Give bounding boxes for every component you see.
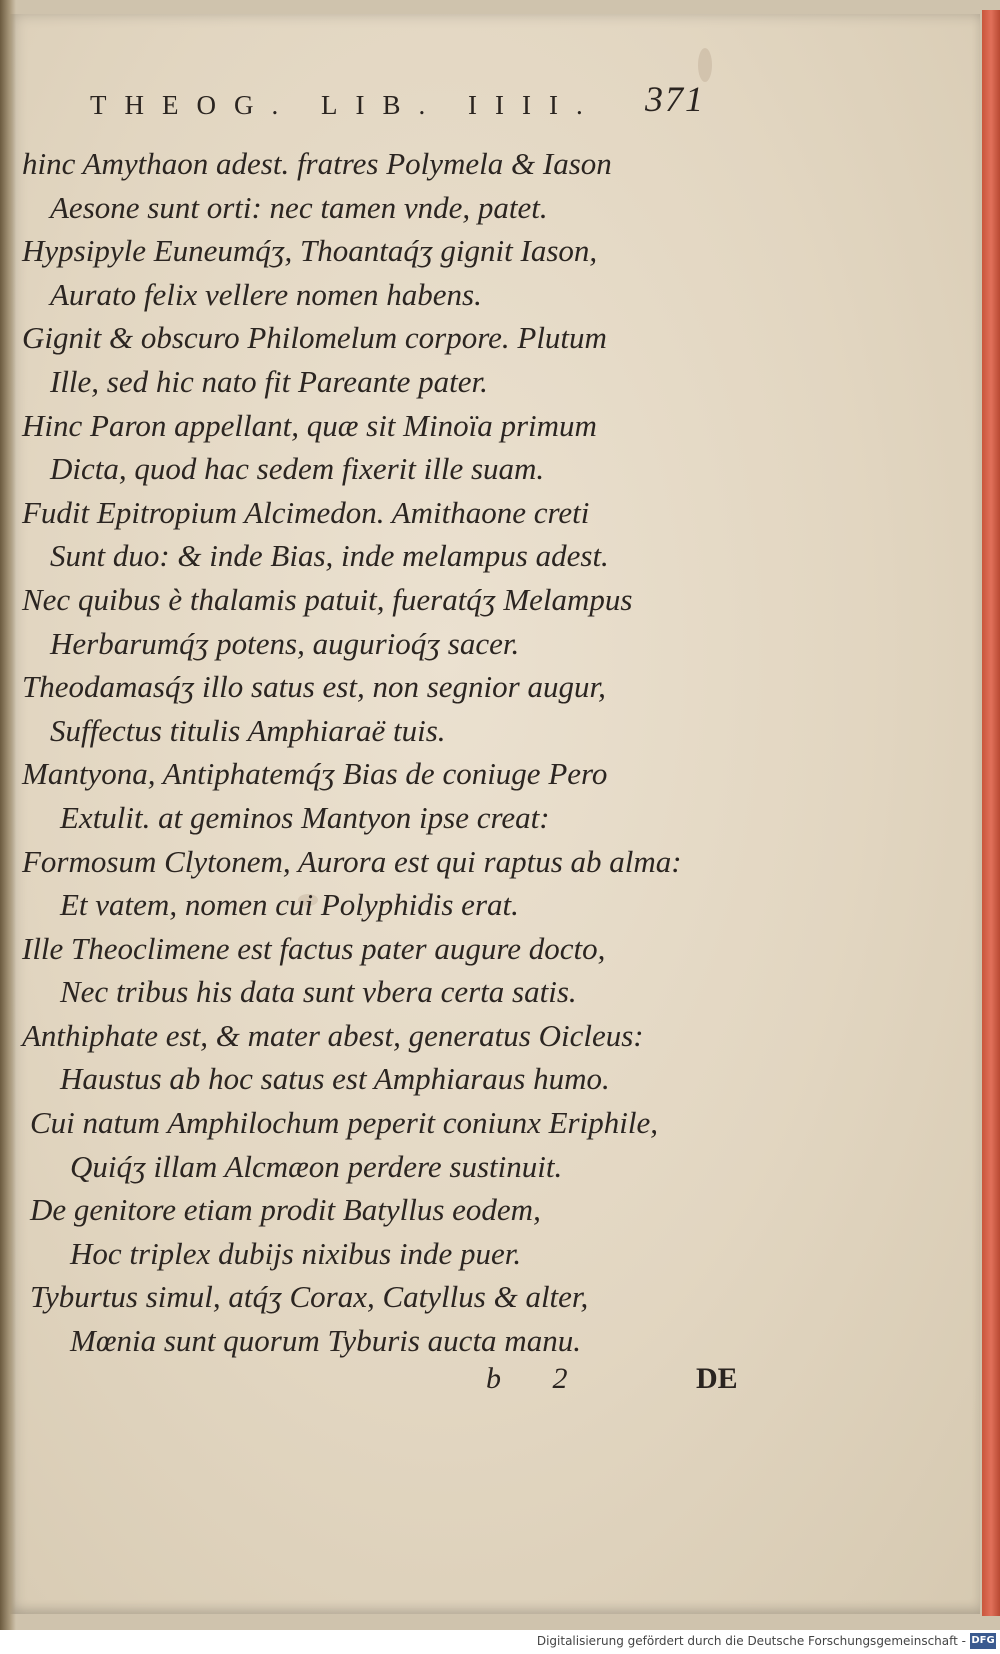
verse-line: De genitore etiam prodit Batyllus eodem, [30, 1192, 541, 1228]
catchword: DE [696, 1362, 738, 1395]
verse-line: Anthiphate est, & mater abest, generatus Oicleus: [22, 1017, 644, 1053]
verse-line: Dicta, quod hac sedem fixerit ille suam. [50, 451, 545, 487]
verse-line: Gignit & obscuro Philomelum corpore. Plutum [22, 320, 607, 356]
verse-line: Hinc Paron appellant, quæ sit Minoïa primum [22, 407, 597, 443]
dfg-logo: DFG [970, 1633, 996, 1649]
verse-line: Quiq́ʒ illam Alcmæon perdere sustinuit. [70, 1148, 563, 1184]
verse-line: Tyburtus simul, atq́ʒ Corax, Catyllus & alter, [30, 1279, 589, 1315]
verse-line: Theodamasq́ʒ illo satus est, non segnior augur, [22, 669, 606, 705]
verse-line: Extulit. at geminos Mantyon ipse creat: [60, 799, 550, 835]
book-page [8, 14, 980, 1614]
verse-line: Cui natum Amphilochum peperit coniunx Eriphile, [30, 1105, 658, 1141]
paper-stain [698, 48, 712, 82]
page-number: 371 [645, 79, 705, 119]
verse-line: Nec tribus his data sunt vbera certa satis. [60, 974, 577, 1010]
verse-line: Ille, sed hic nato fit Pareante pater. [50, 363, 488, 399]
verse-line: Et vatem, nomen cui Polyphidis erat. [60, 887, 519, 923]
verse-line: Haustus ab hoc satus est Amphiaraus humo. [60, 1061, 610, 1097]
verse-line: Formosum Clytonem, Aurora est qui raptus ab alma: [22, 843, 682, 879]
verse-line: Mœnia sunt quorum Tyburis aucta manu. [70, 1323, 581, 1359]
page-footer [478, 1362, 778, 1402]
verse-line: Aesone sunt orti: nec tamen vnde, patet. [50, 189, 548, 225]
verse-line: hinc Amythaon adest. fratres Polymela & Iason [22, 146, 612, 181]
binding-gutter [0, 0, 16, 1630]
red-fore-edge [982, 10, 1000, 1616]
verse-line: Mantyona, Antiphatemq́ʒ Bias de coniuge Pero [22, 756, 608, 792]
verse-line: Sunt duo: & inde Bias, inde melampus adest. [50, 538, 609, 574]
page-header [90, 78, 730, 128]
verse-line: Nec quibus è thalamis patuit, fueratq́ʒ Melampus [22, 581, 633, 617]
credit-text: Digitalisierung gefördert durch die Deutsche Forschungsgemeinschaft - [536, 1634, 966, 1648]
verse-line: Herbarumq́ʒ potens, augurioq́ʒ sacer. [50, 625, 520, 661]
verse-line: Aurato felix vellere nomen habens. [50, 276, 482, 312]
verse-line: Suffectus titulis Amphiaraë tuis. [50, 712, 446, 748]
verse-line: Hypsipyle Euneumq́ʒ, Thoantaq́ʒ gignit Iason, [22, 233, 598, 269]
signature-mark: b 2 [486, 1362, 590, 1395]
verse-block [22, 142, 762, 1363]
verse-line: Fudit Epitropium Alcimedon. Amithaone creti [22, 494, 590, 530]
running-title: THEOG. LIB. IIII. [90, 90, 601, 120]
credit-bar [0, 1630, 1000, 1654]
verse-line: Ille Theoclimene est factus pater augure docto, [22, 930, 606, 966]
verse-line: Hoc triplex dubijs nixibus inde puer. [70, 1235, 522, 1271]
